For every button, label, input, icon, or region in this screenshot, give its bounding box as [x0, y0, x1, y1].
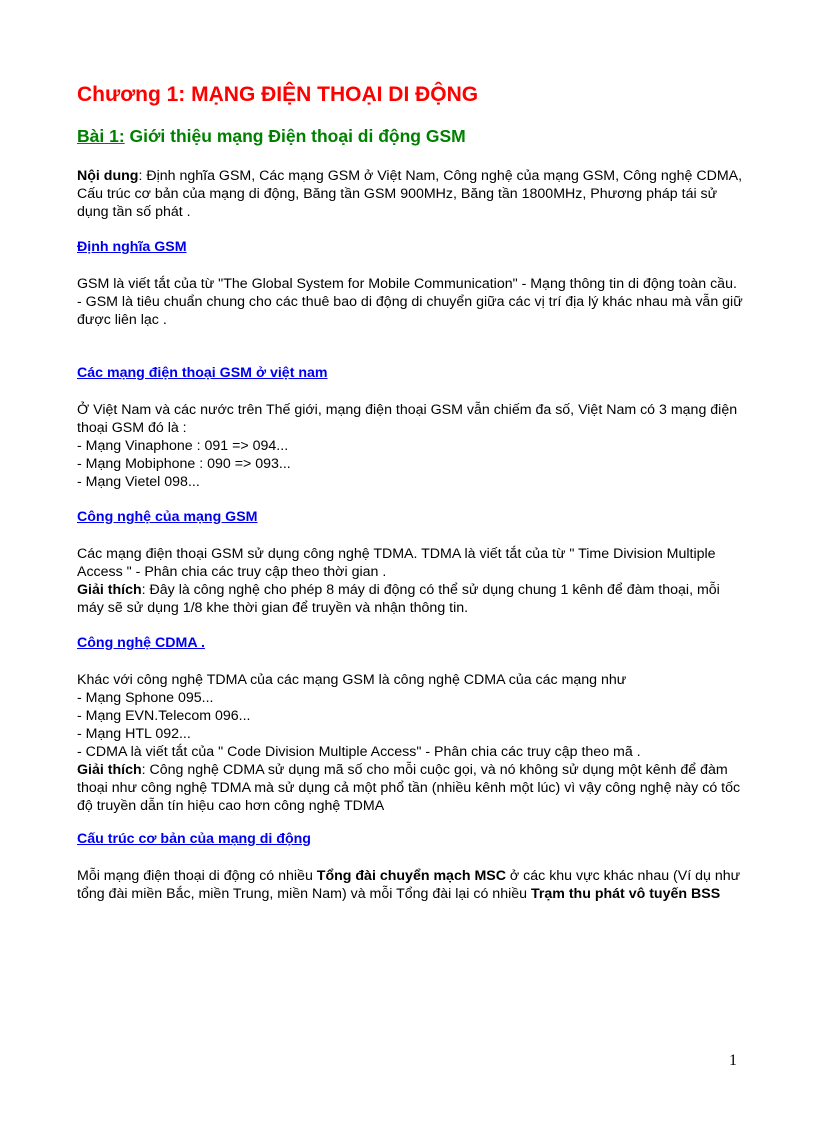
- explain-text: : Công nghệ CDMA sử dụng mã số cho mỗi cuộc gọi, và nó không sử dụng một kênh để đàm thoại như công nghệ TDMA mà sử dụng cả một phổ tần (nhiều kênh một lúc) vì vậy công nghệ này có tốc độ truyền dẫn tín hiệu cao hơn công nghệ TDMA: [77, 762, 741, 814]
- chapter-title: Chương 1: MẠNG ĐIỆN THOẠI DI ĐỘNG: [77, 83, 479, 106]
- heading-gsm-definition[interactable]: Định nghĩa GSM: [77, 239, 187, 255]
- list-item: - Mạng Vietel 098...: [77, 474, 200, 490]
- paragraph: Khác với công nghệ TDMA của các mạng GSM là công nghệ CDMA của các mạng như: [77, 672, 627, 688]
- section-network-structure: Mỗi mạng điện thoại di động có nhiều Tổng đài chuyển mạch MSC ở các khu vực khác nhau (Ví dụ như tổng đài miền Bắc, miền Trung, miền Nam) và mỗi Tổng đài lại có nhiều Trạm thu phát vô tuyến BSS: [77, 868, 741, 902]
- content-summary: [77, 167, 747, 221]
- lesson-title: [77, 126, 466, 147]
- heading-network-structure[interactable]: Cấu trúc cơ bản của mạng di động: [77, 831, 311, 847]
- section-gsm-technology: [77, 545, 747, 617]
- list-item: - CDMA là viết tắt của " Code Division Multiple Access" - Phân chia các truy cập theo mã .: [77, 744, 641, 760]
- explain-label: Giải thích: [77, 762, 142, 778]
- lesson-label: Bài 1:: [77, 126, 125, 146]
- bss-term: Trạm thu phát vô tuyến BSS: [530, 886, 721, 902]
- paragraph: - GSM là tiêu chuẩn chung cho các thuê bao di động di chuyển giữa các vị trí địa lý khác nhau mà vẫn giữ được liên lạc .: [77, 294, 743, 328]
- section-vn-networks: [77, 401, 747, 491]
- paragraph: Ở Việt Nam và các nước trên Thế giới, mạng điện thoại GSM vẫn chiếm đa số, Việt Nam có 3 mạng điện thoại GSM đó là :: [77, 402, 738, 436]
- msc-term: Tổng đài chuyển mạch MSC: [316, 868, 506, 884]
- list-item: - Mạng HTL 092...: [77, 726, 191, 742]
- list-item: - Mạng Vinaphone : 091 => 094...: [77, 438, 289, 454]
- explain-label: Giải thích: [77, 582, 142, 598]
- list-item: - Mạng Sphone 095...: [77, 690, 214, 706]
- page-number: 1: [729, 1052, 737, 1069]
- paragraph: Các mạng điện thoại GSM sử dụng công nghệ TDMA. TDMA là viết tắt của từ " Time Division Multiple Access " - Phân chia các truy cập theo thời gian .: [77, 546, 716, 580]
- section-gsm-definition: [77, 275, 747, 329]
- content-label: Nội dung: [77, 168, 139, 184]
- heading-vn-networks[interactable]: Các mạng điện thoại GSM ở việt nam: [77, 365, 328, 381]
- lesson-name: Giới thiệu mạng Điện thoại di động GSM: [124, 126, 466, 146]
- heading-gsm-technology[interactable]: Công nghệ của mạng GSM: [77, 509, 258, 525]
- list-item: - Mạng EVN.Telecom 096...: [77, 708, 251, 724]
- paragraph: GSM là viết tắt của từ "The Global System for Mobile Communication" - Mạng thông tin di động toàn cầu.: [77, 276, 737, 292]
- heading-cdma[interactable]: Công nghệ CDMA .: [77, 635, 205, 651]
- explain-text: : Đây là công nghệ cho phép 8 máy di động có thể sử dụng chung 1 kênh để đàm thoại, mỗi máy sẽ sử dụng 1/8 khe thời gian để truyền và nhận thông tin.: [77, 582, 720, 616]
- list-item: - Mạng Mobiphone : 090 => 093...: [77, 456, 291, 472]
- content-text: : Định nghĩa GSM, Các mạng GSM ở Việt Nam, Công nghệ của mạng GSM, Công nghệ CDMA, Cấu trúc cơ bản của mạng di động, Băng tần GSM 900MHz, Băng tần 1800MHz, Phương pháp tái sử dụng tần số phát .: [77, 168, 743, 220]
- section-cdma: [77, 671, 747, 815]
